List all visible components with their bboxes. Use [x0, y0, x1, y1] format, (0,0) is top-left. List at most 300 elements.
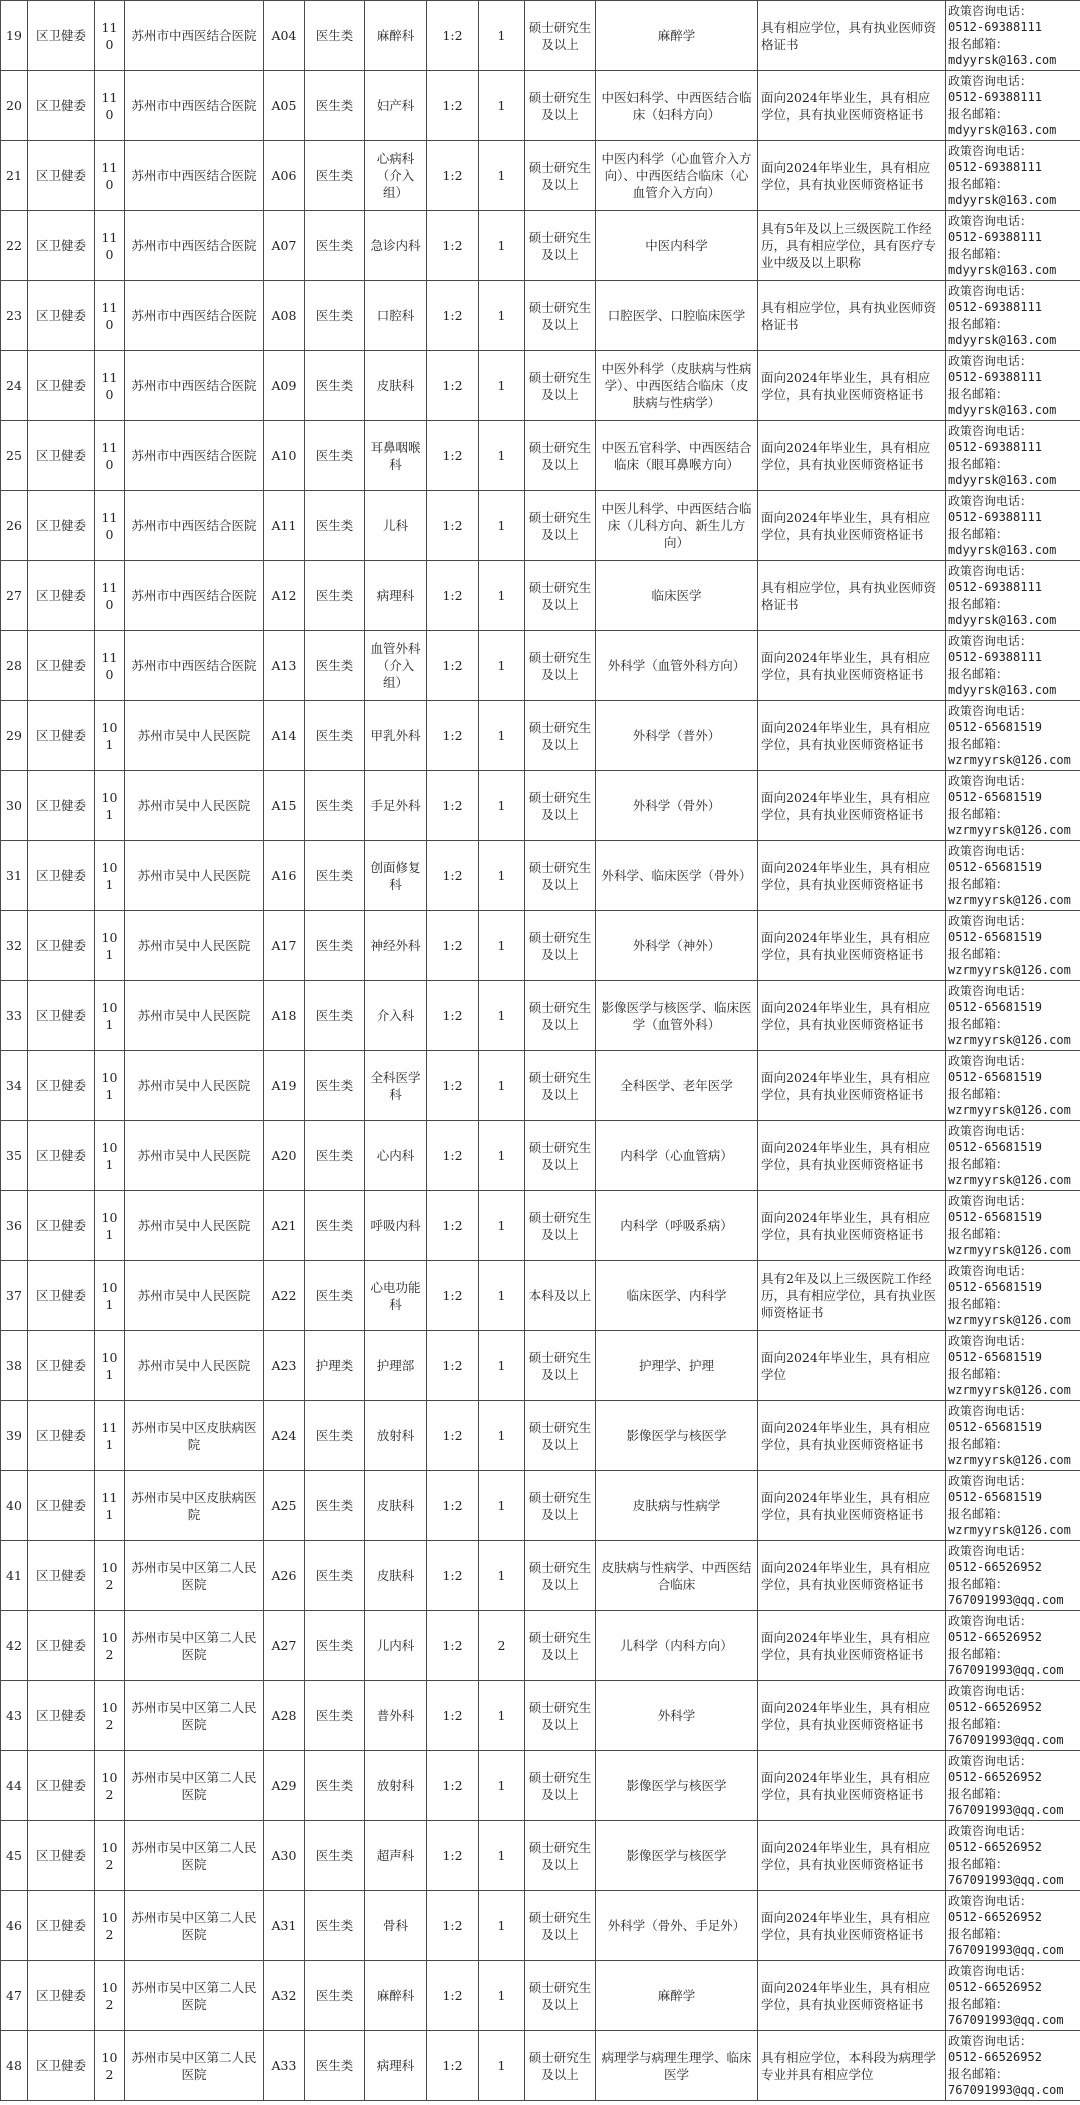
- hiring-count: 1: [479, 1751, 525, 1821]
- table-row: [1, 1471, 1080, 1541]
- exam-ratio: 1:2: [427, 421, 479, 491]
- other-conditions: 面向2024年毕业生，具有相应学位，具有执业医师资格证书: [758, 71, 946, 141]
- post-code: A27: [264, 1611, 305, 1681]
- other-conditions: 面向2024年毕业生，具有相应学位，具有执业医师资格证书: [758, 1121, 946, 1191]
- post-category: 医生类: [305, 141, 365, 211]
- hiring-count: 1: [479, 771, 525, 841]
- unit-code: 102: [95, 1751, 125, 1821]
- contact-info: 政策咨询电话： 0512-65681519 报名邮箱： wzrmyyrsk@126.com: [946, 701, 1080, 771]
- table-row: [1, 1681, 1080, 1751]
- contact-info: 政策咨询电话： 0512-69388111 报名邮箱： mdyyrsk@163.com: [946, 351, 1080, 421]
- post-category: 医生类: [305, 421, 365, 491]
- exam-ratio: 1:2: [427, 1611, 479, 1681]
- table-row: [1, 1051, 1080, 1121]
- row-number: 25: [1, 421, 28, 491]
- hiring-unit: 苏州市吴中区第二人民医院: [125, 1611, 264, 1681]
- education: 硕士研究生及以上: [525, 141, 596, 211]
- hiring-unit: 苏州市吴中区第二人民医院: [125, 2031, 264, 2101]
- unit-code: 101: [95, 701, 125, 771]
- department: 区卫健委: [28, 1261, 95, 1331]
- major: 影像医学与核医学: [596, 1401, 758, 1471]
- department: 区卫健委: [28, 631, 95, 701]
- unit-code: 102: [95, 1611, 125, 1681]
- hiring-unit: 苏州市中西医结合医院: [125, 211, 264, 281]
- table-row: [1, 1401, 1080, 1471]
- education: 硕士研究生及以上: [525, 1331, 596, 1401]
- hiring-count: 1: [479, 1051, 525, 1121]
- post-code: A19: [264, 1051, 305, 1121]
- post-category: 医生类: [305, 771, 365, 841]
- post-name: 口腔科: [365, 281, 427, 351]
- row-number: 31: [1, 841, 28, 911]
- major: 外科学、临床医学（骨外）: [596, 841, 758, 911]
- other-conditions: 面向2024年毕业生，具有相应学位，具有执业医师资格证书: [758, 1611, 946, 1681]
- post-name: 皮肤科: [365, 1541, 427, 1611]
- major: 中医妇科学、中西医结合临床（妇科方向）: [596, 71, 758, 141]
- unit-code: 101: [95, 1051, 125, 1121]
- contact-info: 政策咨询电话： 0512-66526952 报名邮箱： 767091993@qq.com: [946, 1821, 1080, 1891]
- row-number: 23: [1, 281, 28, 351]
- exam-ratio: 1:2: [427, 1191, 479, 1261]
- post-name: 急诊内科: [365, 211, 427, 281]
- contact-info: 政策咨询电话： 0512-69388111 报名邮箱： mdyyrsk@163.com: [946, 421, 1080, 491]
- department: 区卫健委: [28, 841, 95, 911]
- department: 区卫健委: [28, 1751, 95, 1821]
- unit-code: 110: [95, 491, 125, 561]
- post-category: 医生类: [305, 2031, 365, 2101]
- hiring-unit: 苏州市吴中区第二人民医院: [125, 1681, 264, 1751]
- exam-ratio: 1:2: [427, 1751, 479, 1821]
- department: 区卫健委: [28, 1891, 95, 1961]
- unit-code: 102: [95, 1891, 125, 1961]
- post-name: 麻醉科: [365, 1, 427, 71]
- hiring-unit: 苏州市吴中人民医院: [125, 911, 264, 981]
- education: 硕士研究生及以上: [525, 71, 596, 141]
- row-number: 45: [1, 1821, 28, 1891]
- major: 影像医学与核医学、临床医学（血管外科）: [596, 981, 758, 1051]
- post-category: 医生类: [305, 1191, 365, 1261]
- exam-ratio: 1:2: [427, 1681, 479, 1751]
- department: 区卫健委: [28, 141, 95, 211]
- post-name: 普外科: [365, 1681, 427, 1751]
- hiring-unit: 苏州市中西医结合医院: [125, 1, 264, 71]
- contact-info: 政策咨询电话： 0512-69388111 报名邮箱： mdyyrsk@163.com: [946, 211, 1080, 281]
- hiring-unit: 苏州市中西医结合医院: [125, 281, 264, 351]
- hiring-count: 1: [479, 281, 525, 351]
- contact-info: 政策咨询电话： 0512-65681519 报名邮箱： wzrmyyrsk@126.com: [946, 841, 1080, 911]
- hiring-unit: 苏州市吴中人民医院: [125, 841, 264, 911]
- exam-ratio: 1:2: [427, 1, 479, 71]
- row-number: 33: [1, 981, 28, 1051]
- table-row: [1, 2031, 1080, 2101]
- post-category: 医生类: [305, 1821, 365, 1891]
- education: 硕士研究生及以上: [525, 1471, 596, 1541]
- row-number: 28: [1, 631, 28, 701]
- education: 硕士研究生及以上: [525, 1121, 596, 1191]
- unit-code: 110: [95, 351, 125, 421]
- hiring-count: 1: [479, 351, 525, 421]
- contact-info: 政策咨询电话： 0512-66526952 报名邮箱： 767091993@qq.com: [946, 1611, 1080, 1681]
- department: 区卫健委: [28, 351, 95, 421]
- hiring-count: 1: [479, 141, 525, 211]
- hiring-unit: 苏州市吴中区第二人民医院: [125, 1751, 264, 1821]
- row-number: 22: [1, 211, 28, 281]
- post-category: 医生类: [305, 1121, 365, 1191]
- unit-code: 101: [95, 1261, 125, 1331]
- exam-ratio: 1:2: [427, 1541, 479, 1611]
- post-name: 儿内科: [365, 1611, 427, 1681]
- hiring-unit: 苏州市中西医结合医院: [125, 71, 264, 141]
- department: 区卫健委: [28, 71, 95, 141]
- unit-code: 110: [95, 281, 125, 351]
- education: 硕士研究生及以上: [525, 1541, 596, 1611]
- post-name: 病理科: [365, 561, 427, 631]
- exam-ratio: 1:2: [427, 1961, 479, 2031]
- major: 护理学、护理: [596, 1331, 758, 1401]
- table-row: [1, 981, 1080, 1051]
- row-number: 48: [1, 2031, 28, 2101]
- major: 外科学（骨外）: [596, 771, 758, 841]
- table-row: [1, 1891, 1080, 1961]
- post-category: 医生类: [305, 351, 365, 421]
- hiring-unit: 苏州市吴中区第二人民医院: [125, 1891, 264, 1961]
- contact-info: 政策咨询电话： 0512-66526952 报名邮箱： 767091993@qq.com: [946, 2031, 1080, 2101]
- row-number: 29: [1, 701, 28, 771]
- other-conditions: 面向2024年毕业生，具有相应学位，具有执业医师资格证书: [758, 351, 946, 421]
- hiring-unit: 苏州市中西医结合医院: [125, 561, 264, 631]
- other-conditions: 面向2024年毕业生，具有相应学位，具有执业医师资格证书: [758, 491, 946, 561]
- major: 中医五官科学、中西医结合临床（眼耳鼻喉方向）: [596, 421, 758, 491]
- post-category: 护理类: [305, 1331, 365, 1401]
- table-row: [1, 491, 1080, 561]
- other-conditions: 面向2024年毕业生，具有相应学位，具有执业医师资格证书: [758, 141, 946, 211]
- contact-info: 政策咨询电话： 0512-69388111 报名邮箱： mdyyrsk@163.com: [946, 631, 1080, 701]
- post-code: A18: [264, 981, 305, 1051]
- table-row: [1, 211, 1080, 281]
- education: 硕士研究生及以上: [525, 631, 596, 701]
- unit-code: 101: [95, 1121, 125, 1191]
- department: 区卫健委: [28, 491, 95, 561]
- contact-info: 政策咨询电话： 0512-65681519 报名邮箱： wzrmyyrsk@126.com: [946, 911, 1080, 981]
- department: 区卫健委: [28, 911, 95, 981]
- other-conditions: 具有2年及以上三级医院工作经历，具有相应学位，具有执业医师资格证书: [758, 1261, 946, 1331]
- post-category: 医生类: [305, 701, 365, 771]
- department: 区卫健委: [28, 981, 95, 1051]
- post-name: 手足外科: [365, 771, 427, 841]
- contact-info: 政策咨询电话： 0512-66526952 报名邮箱： 767091993@qq.com: [946, 1751, 1080, 1821]
- post-name: 超声科: [365, 1821, 427, 1891]
- major: 内科学（心血管病）: [596, 1121, 758, 1191]
- post-name: 心内科: [365, 1121, 427, 1191]
- post-category: 医生类: [305, 981, 365, 1051]
- table-row: [1, 1821, 1080, 1891]
- unit-code: 102: [95, 1541, 125, 1611]
- major: 病理学与病理生理学、临床医学: [596, 2031, 758, 2101]
- education: 硕士研究生及以上: [525, 351, 596, 421]
- post-name: 神经外科: [365, 911, 427, 981]
- contact-info: 政策咨询电话： 0512-69388111 报名邮箱： mdyyrsk@163.com: [946, 491, 1080, 561]
- other-conditions: 面向2024年毕业生，具有相应学位，具有执业医师资格证书: [758, 1471, 946, 1541]
- major: 外科学（血管外科方向）: [596, 631, 758, 701]
- other-conditions: 面向2024年毕业生，具有相应学位: [758, 1331, 946, 1401]
- hiring-count: 2: [479, 1611, 525, 1681]
- hiring-count: 1: [479, 2031, 525, 2101]
- post-code: A30: [264, 1821, 305, 1891]
- major: 全科医学、老年医学: [596, 1051, 758, 1121]
- major: 皮肤病与性病学: [596, 1471, 758, 1541]
- post-category: 医生类: [305, 1401, 365, 1471]
- row-number: 46: [1, 1891, 28, 1961]
- exam-ratio: 1:2: [427, 2031, 479, 2101]
- education: 硕士研究生及以上: [525, 701, 596, 771]
- post-name: 全科医学科: [365, 1051, 427, 1121]
- post-category: 医生类: [305, 1, 365, 71]
- exam-ratio: 1:2: [427, 841, 479, 911]
- exam-ratio: 1:2: [427, 351, 479, 421]
- major: 中医内科学: [596, 211, 758, 281]
- post-name: 创面修复科: [365, 841, 427, 911]
- hiring-unit: 苏州市中西医结合医院: [125, 631, 264, 701]
- hiring-count: 1: [479, 1401, 525, 1471]
- department: 区卫健委: [28, 421, 95, 491]
- education: 硕士研究生及以上: [525, 421, 596, 491]
- education: 硕士研究生及以上: [525, 1611, 596, 1681]
- other-conditions: 面向2024年毕业生，具有相应学位，具有执业医师资格证书: [758, 1541, 946, 1611]
- hiring-count: 1: [479, 911, 525, 981]
- post-name: 麻醉科: [365, 1961, 427, 2031]
- other-conditions: 面向2024年毕业生，具有相应学位，具有执业医师资格证书: [758, 1821, 946, 1891]
- unit-code: 102: [95, 1821, 125, 1891]
- exam-ratio: 1:2: [427, 981, 479, 1051]
- post-code: A07: [264, 211, 305, 281]
- major: 内科学（呼吸系病）: [596, 1191, 758, 1261]
- department: 区卫健委: [28, 1541, 95, 1611]
- major: 临床医学、内科学: [596, 1261, 758, 1331]
- department: 区卫健委: [28, 1401, 95, 1471]
- hiring-unit: 苏州市吴中区第二人民医院: [125, 1961, 264, 2031]
- unit-code: 102: [95, 1681, 125, 1751]
- education: 硕士研究生及以上: [525, 1, 596, 71]
- department: 区卫健委: [28, 1191, 95, 1261]
- unit-code: 110: [95, 421, 125, 491]
- post-category: 医生类: [305, 491, 365, 561]
- post-code: A13: [264, 631, 305, 701]
- table-row: [1, 1261, 1080, 1331]
- row-number: 34: [1, 1051, 28, 1121]
- education: 硕士研究生及以上: [525, 1961, 596, 2031]
- post-code: A23: [264, 1331, 305, 1401]
- other-conditions: 面向2024年毕业生，具有相应学位，具有执业医师资格证书: [758, 1751, 946, 1821]
- table-row: [1, 1191, 1080, 1261]
- exam-ratio: 1:2: [427, 71, 479, 141]
- post-code: A12: [264, 561, 305, 631]
- major: 中医内科学（心血管介入方向）、中西医结合临床（心血管介入方向）: [596, 141, 758, 211]
- hiring-unit: 苏州市吴中人民医院: [125, 1261, 264, 1331]
- education: 硕士研究生及以上: [525, 281, 596, 351]
- exam-ratio: 1:2: [427, 1891, 479, 1961]
- hiring-unit: 苏州市吴中区第二人民医院: [125, 1541, 264, 1611]
- department: 区卫健委: [28, 1121, 95, 1191]
- hiring-unit: 苏州市吴中人民医院: [125, 701, 264, 771]
- education: 硕士研究生及以上: [525, 1891, 596, 1961]
- other-conditions: 面向2024年毕业生，具有相应学位，具有执业医师资格证书: [758, 1401, 946, 1471]
- contact-info: 政策咨询电话： 0512-66526952 报名邮箱： 767091993@qq.com: [946, 1681, 1080, 1751]
- contact-info: 政策咨询电话： 0512-69388111 报名邮箱： mdyyrsk@163.com: [946, 561, 1080, 631]
- other-conditions: 具有相应学位，具有执业医师资格证书: [758, 281, 946, 351]
- hiring-count: 1: [479, 561, 525, 631]
- post-category: 医生类: [305, 1261, 365, 1331]
- post-name: 耳鼻咽喉科: [365, 421, 427, 491]
- table-row: [1, 631, 1080, 701]
- hiring-unit: 苏州市吴中区皮肤病医院: [125, 1471, 264, 1541]
- row-number: 38: [1, 1331, 28, 1401]
- major: 外科学（普外）: [596, 701, 758, 771]
- hiring-count: 1: [479, 421, 525, 491]
- unit-code: 110: [95, 561, 125, 631]
- post-name: 血管外科（介入组）: [365, 631, 427, 701]
- education: 本科及以上: [525, 1261, 596, 1331]
- table-row: [1, 1541, 1080, 1611]
- post-code: A09: [264, 351, 305, 421]
- unit-code: 110: [95, 141, 125, 211]
- hiring-count: 1: [479, 71, 525, 141]
- other-conditions: 具有5年及以上三级医院工作经历，具有相应学位，具有医疗专业中级及以上职称: [758, 211, 946, 281]
- post-code: A21: [264, 1191, 305, 1261]
- post-code: A32: [264, 1961, 305, 2031]
- exam-ratio: 1:2: [427, 561, 479, 631]
- post-category: 医生类: [305, 911, 365, 981]
- other-conditions: 面向2024年毕业生，具有相应学位，具有执业医师资格证书: [758, 421, 946, 491]
- row-number: 32: [1, 911, 28, 981]
- post-name: 儿科: [365, 491, 427, 561]
- row-number: 21: [1, 141, 28, 211]
- post-code: A14: [264, 701, 305, 771]
- major: 中医外科学（皮肤病与性病学）、中西医结合临床（皮肤病与性病学）: [596, 351, 758, 421]
- post-category: 医生类: [305, 1751, 365, 1821]
- post-category: 医生类: [305, 1051, 365, 1121]
- contact-info: 政策咨询电话： 0512-66526952 报名邮箱： 767091993@qq.com: [946, 1541, 1080, 1611]
- education: 硕士研究生及以上: [525, 1821, 596, 1891]
- hiring-count: 1: [479, 491, 525, 561]
- education: 硕士研究生及以上: [525, 1051, 596, 1121]
- post-code: A20: [264, 1121, 305, 1191]
- row-number: 44: [1, 1751, 28, 1821]
- unit-code: 111: [95, 1401, 125, 1471]
- exam-ratio: 1:2: [427, 1471, 479, 1541]
- hiring-count: 1: [479, 1541, 525, 1611]
- post-name: 心电功能科: [365, 1261, 427, 1331]
- education: 硕士研究生及以上: [525, 211, 596, 281]
- hiring-unit: 苏州市中西医结合医院: [125, 421, 264, 491]
- post-category: 医生类: [305, 1681, 365, 1751]
- hiring-count: 1: [479, 1191, 525, 1261]
- unit-code: 101: [95, 1331, 125, 1401]
- post-name: 甲乳外科: [365, 701, 427, 771]
- other-conditions: 面向2024年毕业生，具有相应学位，具有执业医师资格证书: [758, 631, 946, 701]
- contact-info: 政策咨询电话： 0512-65681519 报名邮箱： wzrmyyrsk@126.com: [946, 1051, 1080, 1121]
- row-number: 20: [1, 71, 28, 141]
- major: 口腔医学、口腔临床医学: [596, 281, 758, 351]
- row-number: 47: [1, 1961, 28, 2031]
- post-code: A08: [264, 281, 305, 351]
- exam-ratio: 1:2: [427, 631, 479, 701]
- department: 区卫健委: [28, 1, 95, 71]
- department: 区卫健委: [28, 1611, 95, 1681]
- department: 区卫健委: [28, 1331, 95, 1401]
- post-name: 妇产科: [365, 71, 427, 141]
- row-number: 39: [1, 1401, 28, 1471]
- other-conditions: 面向2024年毕业生，具有相应学位，具有执业医师资格证书: [758, 701, 946, 771]
- post-code: A29: [264, 1751, 305, 1821]
- table-row: [1, 911, 1080, 981]
- table-row: [1, 71, 1080, 141]
- unit-code: 101: [95, 841, 125, 911]
- major: 临床医学: [596, 561, 758, 631]
- post-name: 呼吸内科: [365, 1191, 427, 1261]
- exam-ratio: 1:2: [427, 141, 479, 211]
- major: 皮肤病与性病学、中西医结合临床: [596, 1541, 758, 1611]
- department: 区卫健委: [28, 2031, 95, 2101]
- hiring-count: 1: [479, 981, 525, 1051]
- education: 硕士研究生及以上: [525, 491, 596, 561]
- row-number: 43: [1, 1681, 28, 1751]
- hiring-unit: 苏州市吴中人民医院: [125, 1051, 264, 1121]
- hiring-unit: 苏州市中西医结合医院: [125, 141, 264, 211]
- hiring-unit: 苏州市吴中人民医院: [125, 981, 264, 1051]
- hiring-unit: 苏州市中西医结合医院: [125, 351, 264, 421]
- unit-code: 102: [95, 1961, 125, 2031]
- post-category: 医生类: [305, 841, 365, 911]
- row-number: 24: [1, 351, 28, 421]
- post-category: 医生类: [305, 1471, 365, 1541]
- contact-info: 政策咨询电话： 0512-65681519 报名邮箱： wzrmyyrsk@126.com: [946, 981, 1080, 1051]
- post-category: 医生类: [305, 1541, 365, 1611]
- other-conditions: 面向2024年毕业生，具有相应学位，具有执业医师资格证书: [758, 981, 946, 1051]
- department: 区卫健委: [28, 771, 95, 841]
- other-conditions: 面向2024年毕业生，具有相应学位，具有执业医师资格证书: [758, 841, 946, 911]
- row-number: 19: [1, 1, 28, 71]
- post-code: A33: [264, 2031, 305, 2101]
- hiring-count: 1: [479, 701, 525, 771]
- other-conditions: 面向2024年毕业生，具有相应学位，具有执业医师资格证书: [758, 771, 946, 841]
- unit-code: 111: [95, 1471, 125, 1541]
- unit-code: 110: [95, 211, 125, 281]
- table-row: [1, 841, 1080, 911]
- post-name: 心病科（介入组）: [365, 141, 427, 211]
- education: 硕士研究生及以上: [525, 561, 596, 631]
- department: 区卫健委: [28, 1821, 95, 1891]
- table-row: [1, 1331, 1080, 1401]
- hiring-count: 1: [479, 631, 525, 701]
- other-conditions: 面向2024年毕业生，具有相应学位，具有执业医师资格证书: [758, 1961, 946, 2031]
- other-conditions: 面向2024年毕业生，具有相应学位，具有执业医师资格证书: [758, 1681, 946, 1751]
- other-conditions: 具有相应学位，具有执业医师资格证书: [758, 1, 946, 71]
- department: 区卫健委: [28, 211, 95, 281]
- exam-ratio: 1:2: [427, 1821, 479, 1891]
- post-name: 皮肤科: [365, 351, 427, 421]
- exam-ratio: 1:2: [427, 1401, 479, 1471]
- hiring-count: 1: [479, 1331, 525, 1401]
- exam-ratio: 1:2: [427, 211, 479, 281]
- post-code: A31: [264, 1891, 305, 1961]
- hiring-count: 1: [479, 1821, 525, 1891]
- post-category: 医生类: [305, 281, 365, 351]
- exam-ratio: 1:2: [427, 701, 479, 771]
- table-row: [1, 421, 1080, 491]
- contact-info: 政策咨询电话： 0512-66526952 报名邮箱： 767091993@qq.com: [946, 1891, 1080, 1961]
- table-row: [1, 1121, 1080, 1191]
- exam-ratio: 1:2: [427, 1121, 479, 1191]
